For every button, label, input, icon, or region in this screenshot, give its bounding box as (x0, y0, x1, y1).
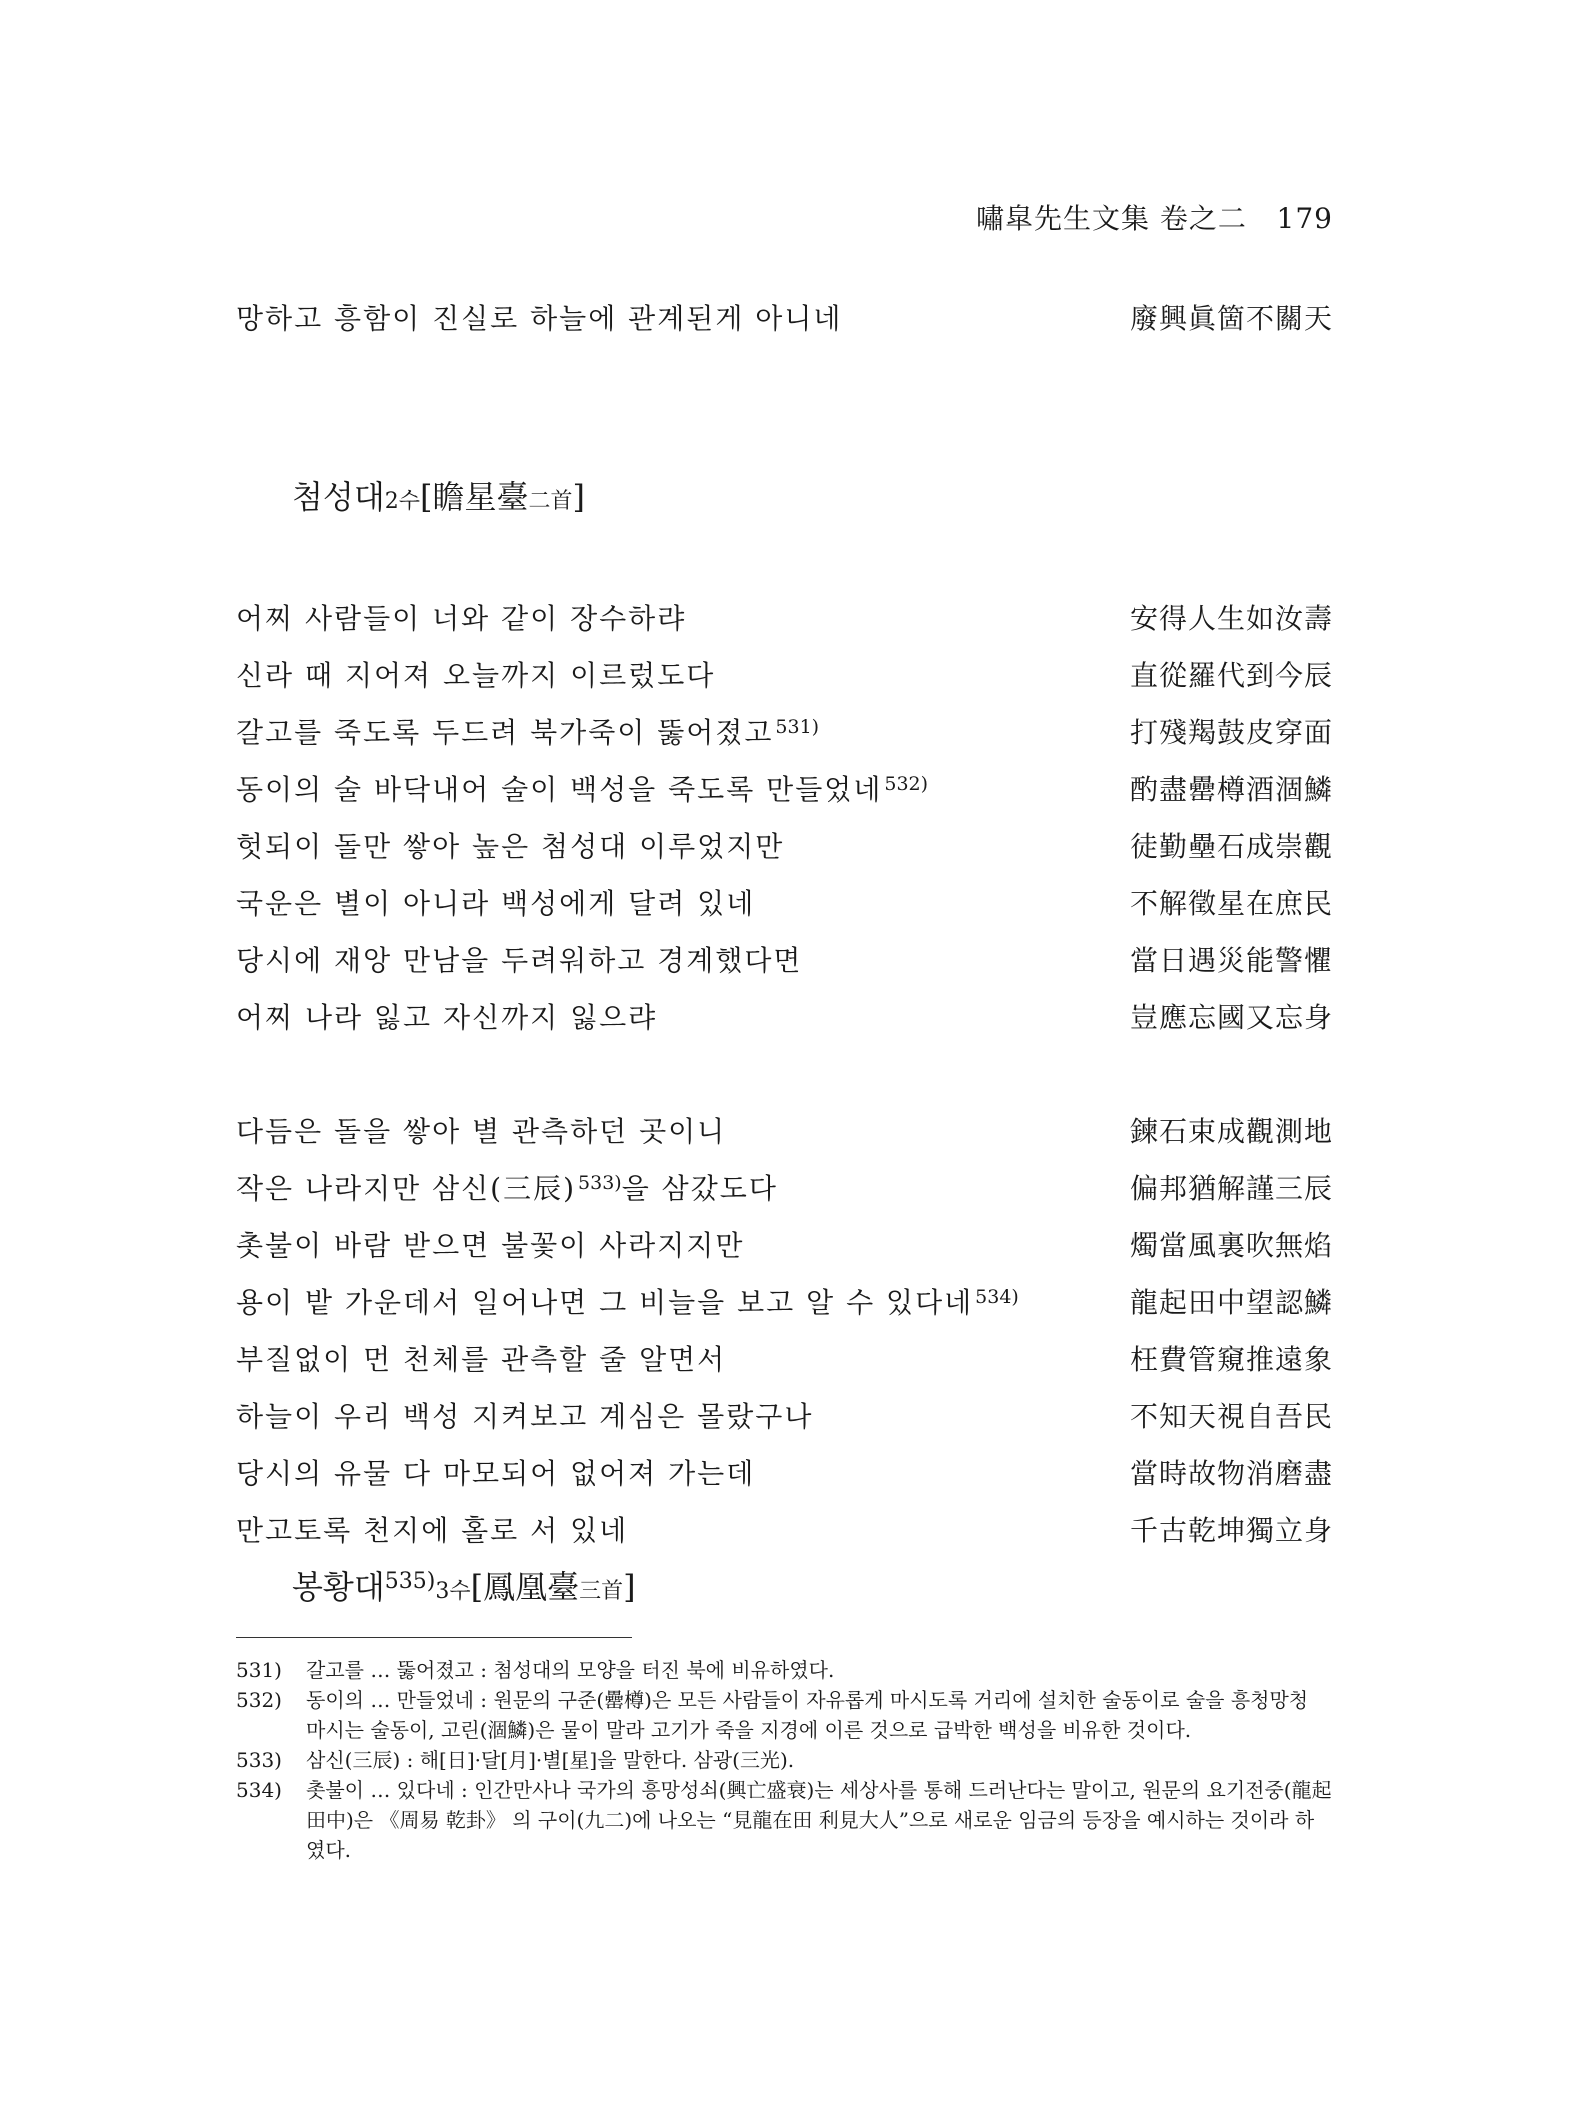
footnote-item (236, 1685, 1333, 1745)
verse-line (236, 297, 1333, 337)
verse-line (236, 1224, 1333, 1264)
running-title: 嘯皐先生文集 卷之二 (975, 202, 1247, 235)
verse-korean: 망하고 흥함이 진실로 하늘에 관계된게 아니네 (236, 302, 843, 335)
verse-korean: 당시에 재앙 만남을 두려워하고 경계했다면 (236, 944, 803, 977)
poem-title-korean: 봉황대 (292, 1568, 385, 1606)
verse-hanja: 徒勤壘石成崇觀 (1129, 830, 1333, 863)
verse-hanja: 當時故物消磨盡 (1129, 1457, 1333, 1490)
verse-korean: 당시의 유물 다 마모되어 없어져 가는데 (236, 1457, 756, 1490)
verse-line (236, 1167, 1333, 1207)
verse-korean: 신라 때 지어져 오늘까지 이르렀도다 (236, 659, 716, 692)
verse-hanja: 龍起田中望認鱗 (1129, 1286, 1333, 1319)
verse-line (236, 1395, 1333, 1435)
poem-title-count: 3수 (435, 1579, 471, 1604)
verse-hanja: 不解徵星在庶民 (1129, 887, 1333, 920)
verse-line (236, 654, 1333, 694)
verse-line (236, 825, 1333, 865)
verse-line (236, 1110, 1333, 1150)
footnote-divider (236, 1637, 632, 1638)
footnote-text: 삼신(三辰) : 해[日]·달[月]·별[星]을 말한다. 삼광(三光). (306, 1748, 795, 1772)
verse-korean: 어찌 사람들이 너와 같이 장수하랴 (236, 602, 687, 635)
verse-hanja: 廢興眞箇不關天 (1129, 302, 1333, 335)
footnote-text: 동이의 … 만들었네 : 원문의 구준(罍樽)은 모든 사람들이 자유롭게 마시도록 거리에 설치한 술동이로 술을 흥청망청 마시는 술동이, 고린(涸鱗)은 물이 말라 고기가 죽을 지경에 이른 것으로 급박한 백성을 비유한 것이다. (306, 1688, 1309, 1742)
verse-korean: 국운은 별이 아니라 백성에게 달려 있네 (236, 887, 756, 920)
footnotes (236, 1655, 1333, 1865)
footnote-number: 531) (236, 1658, 282, 1682)
verse-hanja: 不知天視自吾民 (1129, 1400, 1333, 1433)
poem-title-bracket: ] (623, 1568, 636, 1606)
footnote-ref[interactable]: 535) (384, 1569, 436, 1594)
verse-korean: 하늘이 우리 백성 지켜보고 계심은 몰랐구나 (236, 1400, 814, 1433)
verse-korean: 갈고를 죽도록 두드려 북가죽이 뚫어졌고 (236, 716, 774, 749)
verse-line (236, 1281, 1333, 1321)
verse-hanja: 酌盡罍樽酒涸鱗 (1129, 773, 1333, 806)
footnote-item (236, 1775, 1333, 1865)
verse-line (236, 1338, 1333, 1378)
verse-korean: 다듬은 돌을 쌓아 별 관측하던 곳이니 (236, 1115, 727, 1148)
poem-title-hanja-count: 三首 (579, 1579, 624, 1604)
verse-korean: 헛되이 돌만 쌓아 높은 첨성대 이루었지만 (236, 830, 785, 863)
poem-title-hanja: [鳳凰臺 (470, 1568, 580, 1606)
poem-title-hanja-count: 二首 (528, 489, 573, 514)
verse-line (236, 768, 1333, 808)
footnote-ref[interactable]: 534) (975, 1286, 1019, 1308)
footnote-number: 532) (236, 1688, 282, 1712)
poem-title-hanja: [瞻星臺 (420, 478, 529, 516)
footnote-text: 촛불이 … 있다네 : 인간만사나 국가의 흥망성쇠(興亡盛衰)는 세상사를 통해 드러난다는 말이고, 원문의 요기전중(龍起田中)은 《周易 乾卦》 의 구이(九二)에 나오는 “見龍在田 利見大人”으로 새로운 임금의 등장을 예시하는 것이라 하였다. (306, 1778, 1332, 1862)
verse-korean: 작은 나라지만 삼신(三辰) (236, 1172, 577, 1205)
verse-hanja: 枉費管窺推遠象 (1129, 1343, 1333, 1376)
verse-line (236, 1509, 1333, 1549)
footnote-text: 갈고를 … 뚫어졌고 : 첨성대의 모양을 터진 북에 비유하였다. (306, 1658, 835, 1682)
verse-hanja: 直從羅代到今辰 (1129, 659, 1333, 692)
verse-korean: 용이 밭 가운데서 일어나면 그 비늘을 보고 알 수 있다네 (236, 1286, 974, 1319)
verse-hanja: 燭當風裏吹無焰 (1129, 1229, 1333, 1262)
verse-hanja: 安得人生如汝壽 (1129, 602, 1333, 635)
verse-korean: 어찌 나라 잃고 자신까지 잃으랴 (236, 1001, 658, 1034)
verse-korean-tail: 을 삼갔도다 (621, 1172, 778, 1205)
footnote-number: 534) (236, 1778, 282, 1802)
verse-line (236, 996, 1333, 1036)
poem-title-bracket: ] (572, 478, 585, 516)
running-header (976, 197, 1333, 237)
verse-hanja: 當日遇災能警懼 (1129, 944, 1333, 977)
verse-korean: 만고토록 천지에 홀로 서 있네 (236, 1514, 629, 1547)
verse-hanja: 打殘羯鼓皮穿面 (1129, 716, 1333, 749)
verse-korean: 동이의 술 바닥내어 술이 백성을 죽도록 만들었네 (236, 773, 883, 806)
footnote-ref[interactable]: 532) (884, 773, 929, 795)
poem-title (292, 472, 585, 518)
footnote-ref[interactable]: 533) (578, 1172, 622, 1194)
verse-line (236, 1452, 1333, 1492)
verse-korean: 촛불이 바람 받으면 불꽃이 사라지지만 (236, 1229, 745, 1262)
footnote-number: 533) (236, 1748, 282, 1772)
poem-title-korean: 첨성대 (292, 478, 385, 516)
footnote-item (236, 1745, 1333, 1775)
verse-korean: 부질없이 먼 천체를 관측할 줄 알면서 (236, 1343, 727, 1376)
verse-line (236, 711, 1333, 751)
verse-hanja: 豈應忘國又忘身 (1129, 1001, 1333, 1034)
verse-hanja: 鍊石束成觀測地 (1129, 1115, 1333, 1148)
poem-title-count: 2수 (384, 489, 420, 514)
footnote-ref[interactable]: 531) (775, 716, 820, 738)
page-number: 179 (1276, 202, 1333, 235)
verse-line (236, 939, 1333, 979)
verse-line (236, 597, 1333, 637)
verse-line (236, 882, 1333, 922)
poem-title (292, 1562, 636, 1608)
verse-hanja: 千古乾坤獨立身 (1129, 1514, 1333, 1547)
footnote-item (236, 1655, 1333, 1685)
verse-hanja: 偏邦猶解謹三辰 (1129, 1172, 1333, 1205)
